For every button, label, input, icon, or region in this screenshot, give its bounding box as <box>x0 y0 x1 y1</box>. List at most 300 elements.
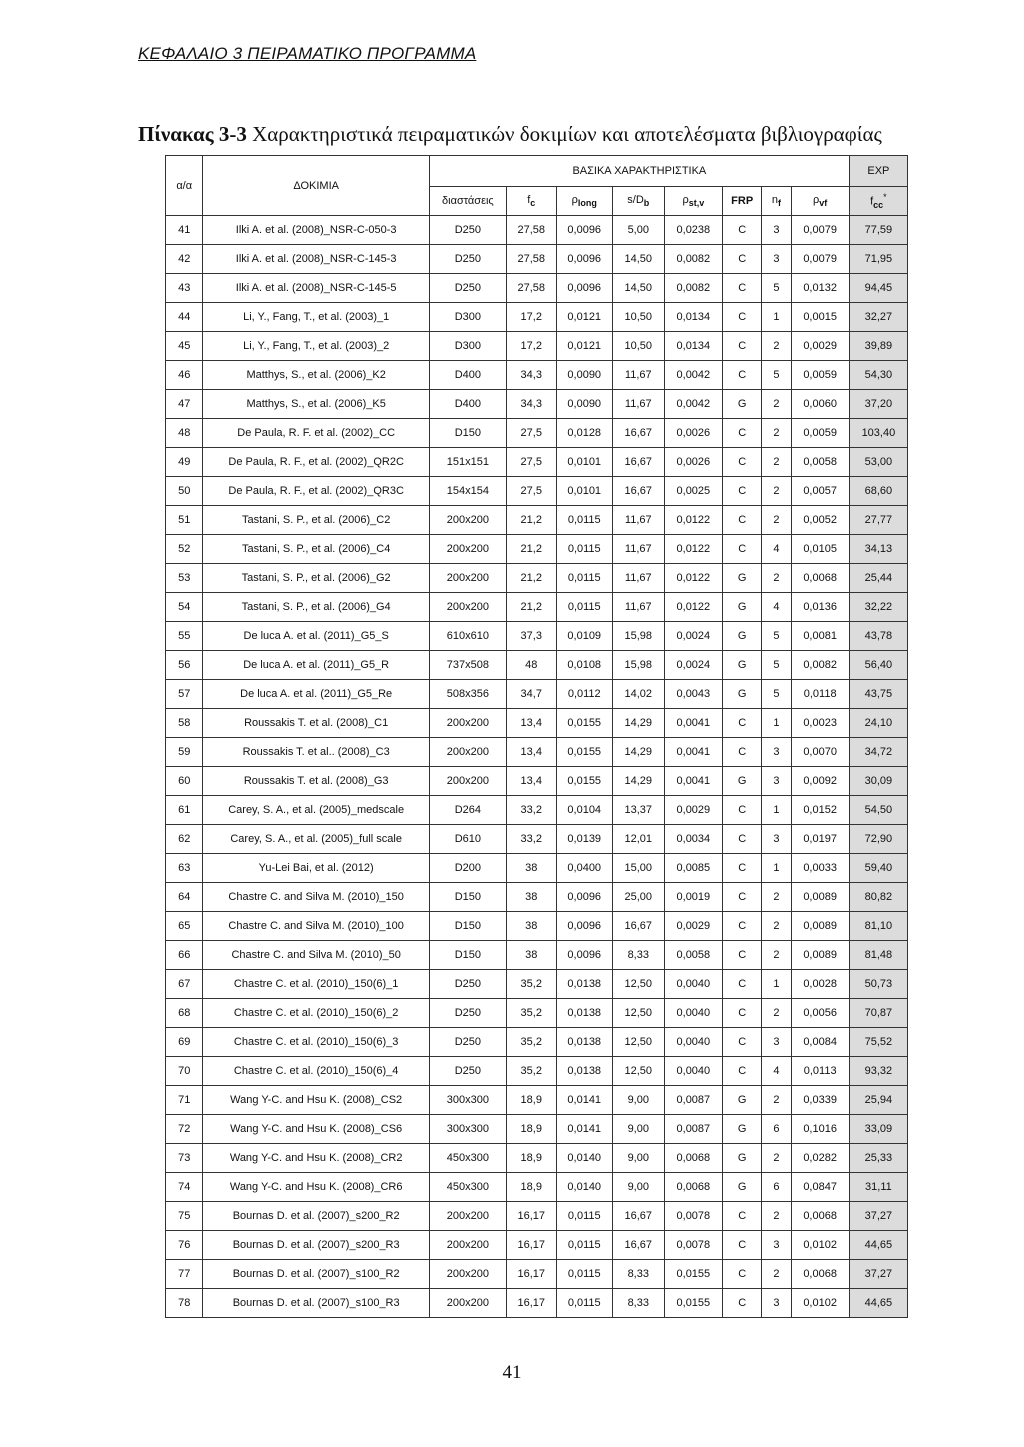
cell-index: 60 <box>166 767 203 796</box>
cell-nf: 4 <box>762 535 791 564</box>
cell-fc: 13,4 <box>506 709 556 738</box>
cell-frp: C <box>722 970 761 999</box>
cell-dimensions: D250 <box>429 245 506 274</box>
cell-fcc: 34,13 <box>849 535 907 564</box>
cell-frp: C <box>722 535 761 564</box>
cell-index: 44 <box>166 303 203 332</box>
cell-s-db: 12,01 <box>612 825 664 854</box>
cell-specimen: Bournas D. et al. (2007)_s100_R3 <box>203 1289 430 1318</box>
cell-specimen: Chastre C. and Silva M. (2010)_100 <box>203 912 430 941</box>
cell-nf: 5 <box>762 361 791 390</box>
cell-rho-long: 0,0141 <box>556 1115 612 1144</box>
cell-fc: 13,4 <box>506 738 556 767</box>
cell-frp: C <box>722 825 761 854</box>
table-row <box>166 1086 908 1115</box>
cell-rho-long: 0,0140 <box>556 1144 612 1173</box>
cell-rho-long: 0,0096 <box>556 912 612 941</box>
cell-s-db: 14,50 <box>612 245 664 274</box>
cell-fcc: 71,95 <box>849 245 907 274</box>
cell-frp: C <box>722 709 761 738</box>
cell-dimensions: 200x200 <box>429 738 506 767</box>
table-row <box>166 680 908 709</box>
cell-s-db: 11,67 <box>612 593 664 622</box>
cell-dimensions: D400 <box>429 361 506 390</box>
cell-frp: G <box>722 1173 761 1202</box>
header-rho-st: $\rho_{st,v}$ <box>664 187 722 216</box>
cell-dimensions: 300x300 <box>429 1086 506 1115</box>
cell-rho-st: 0,0122 <box>664 535 722 564</box>
cell-index: 43 <box>166 274 203 303</box>
cell-dimensions: 508x356 <box>429 680 506 709</box>
cell-frp: C <box>722 361 761 390</box>
header-fc: $f_c$ <box>506 187 556 216</box>
cell-rho-long: 0,0115 <box>556 506 612 535</box>
cell-index: 41 <box>166 216 203 245</box>
running-head: ΚΕΦΑΛΑΙΟ 3 ΠΕΙΡΑΜΑΤΙΚΟ ΠΡΟΓΡΑΜΜΑ <box>138 44 477 63</box>
cell-rho-long: 0,0101 <box>556 477 612 506</box>
cell-specimen: Ilki A. et al. (2008)_NSR-C-050-3 <box>203 216 430 245</box>
cell-s-db: 9,00 <box>612 1086 664 1115</box>
cell-fcc: 37,20 <box>849 390 907 419</box>
cell-fcc: 54,50 <box>849 796 907 825</box>
cell-rho-vf: 0,0052 <box>791 506 849 535</box>
table-row <box>166 477 908 506</box>
cell-fc: 18,9 <box>506 1115 556 1144</box>
cell-index: 71 <box>166 1086 203 1115</box>
cell-dimensions: 300x300 <box>429 1115 506 1144</box>
cell-s-db: 10,50 <box>612 332 664 361</box>
cell-rho-st: 0,0040 <box>664 999 722 1028</box>
cell-s-db: 15,98 <box>612 651 664 680</box>
cell-fc: 34,3 <box>506 390 556 419</box>
cell-rho-vf: 0,0068 <box>791 564 849 593</box>
cell-fc: 27,5 <box>506 477 556 506</box>
cell-frp: C <box>722 1202 761 1231</box>
cell-rho-vf: 0,0060 <box>791 390 849 419</box>
cell-fc: 33,2 <box>506 825 556 854</box>
cell-rho-st: 0,0029 <box>664 912 722 941</box>
cell-dimensions: D150 <box>429 419 506 448</box>
cell-s-db: 16,67 <box>612 477 664 506</box>
cell-nf: 2 <box>762 448 791 477</box>
cell-s-db: 8,33 <box>612 1260 664 1289</box>
cell-specimen: Ilki A. et al. (2008)_NSR-C-145-5 <box>203 274 430 303</box>
cell-nf: 3 <box>762 216 791 245</box>
cell-rho-vf: 0,0197 <box>791 825 849 854</box>
cell-s-db: 12,50 <box>612 999 664 1028</box>
cell-nf: 1 <box>762 970 791 999</box>
cell-rho-vf: 0,0015 <box>791 303 849 332</box>
cell-specimen: Wang Y-C. and Hsu K. (2008)_CR6 <box>203 1173 430 1202</box>
header-basic-characteristics: ΒΑΣΙΚΑ ΧΑΡΑΚΤΗΡΙΣΤΙΚΑ <box>429 156 849 187</box>
table-row <box>166 883 908 912</box>
cell-rho-vf: 0,0132 <box>791 274 849 303</box>
table-row <box>166 593 908 622</box>
cell-fc: 35,2 <box>506 1028 556 1057</box>
cell-specimen: Chastre C. and Silva M. (2010)_50 <box>203 941 430 970</box>
cell-fc: 21,2 <box>506 506 556 535</box>
cell-nf: 5 <box>762 651 791 680</box>
cell-frp: C <box>722 303 761 332</box>
cell-fc: 18,9 <box>506 1086 556 1115</box>
cell-specimen: De Paula, R. F., et al. (2002)_QR3C <box>203 477 430 506</box>
cell-rho-vf: 0,0079 <box>791 245 849 274</box>
cell-rho-vf: 0,0056 <box>791 999 849 1028</box>
cell-nf: 3 <box>762 738 791 767</box>
cell-specimen: Tastani, S. P., et al. (2006)_G2 <box>203 564 430 593</box>
cell-frp: G <box>722 1115 761 1144</box>
cell-frp: C <box>722 1231 761 1260</box>
cell-fc: 35,2 <box>506 1057 556 1086</box>
cell-rho-vf: 0,0059 <box>791 419 849 448</box>
cell-frp: G <box>722 390 761 419</box>
cell-rho-vf: 0,0118 <box>791 680 849 709</box>
cell-rho-long: 0,0155 <box>556 738 612 767</box>
cell-specimen: Roussakis T. et al. (2008)_G3 <box>203 767 430 796</box>
cell-specimen: Carey, S. A., et al. (2005)_medscale <box>203 796 430 825</box>
cell-frp: G <box>722 564 761 593</box>
cell-nf: 4 <box>762 1057 791 1086</box>
cell-rho-long: 0,0115 <box>556 1289 612 1318</box>
cell-rho-vf: 0,0089 <box>791 941 849 970</box>
cell-rho-long: 0,0096 <box>556 245 612 274</box>
header-s-db: $s/D_b$ <box>612 187 664 216</box>
cell-specimen: Bournas D. et al. (2007)_s100_R2 <box>203 1260 430 1289</box>
cell-specimen: Wang Y-C. and Hsu K. (2008)_CR2 <box>203 1144 430 1173</box>
cell-fcc: 39,89 <box>849 332 907 361</box>
cell-fc: 37,3 <box>506 622 556 651</box>
cell-nf: 1 <box>762 796 791 825</box>
cell-nf: 4 <box>762 593 791 622</box>
page-number: 41 <box>502 1362 522 1383</box>
cell-rho-long: 0,0101 <box>556 448 612 477</box>
cell-index: 78 <box>166 1289 203 1318</box>
cell-index: 57 <box>166 680 203 709</box>
cell-index: 66 <box>166 941 203 970</box>
cell-rho-vf: 0,0847 <box>791 1173 849 1202</box>
cell-rho-st: 0,0082 <box>664 274 722 303</box>
specimen-table <box>165 155 908 1318</box>
cell-fcc: 72,90 <box>849 825 907 854</box>
cell-rho-long: 0,0121 <box>556 332 612 361</box>
cell-specimen: Chastre C. et al. (2010)_150(6)_2 <box>203 999 430 1028</box>
cell-frp: G <box>722 622 761 651</box>
cell-fc: 17,2 <box>506 303 556 332</box>
cell-rho-vf: 0,0152 <box>791 796 849 825</box>
cell-nf: 2 <box>762 1202 791 1231</box>
cell-rho-long: 0,0104 <box>556 796 612 825</box>
cell-fcc: 75,52 <box>849 1028 907 1057</box>
cell-rho-st: 0,0034 <box>664 825 722 854</box>
cell-rho-st: 0,0024 <box>664 651 722 680</box>
cell-nf: 3 <box>762 1289 791 1318</box>
cell-fcc: 43,75 <box>849 680 907 709</box>
cell-fc: 17,2 <box>506 332 556 361</box>
cell-nf: 2 <box>762 506 791 535</box>
cell-specimen: Bournas D. et al. (2007)_s200_R3 <box>203 1231 430 1260</box>
cell-nf: 1 <box>762 854 791 883</box>
cell-rho-long: 0,0112 <box>556 680 612 709</box>
table-row <box>166 1202 908 1231</box>
cell-frp: C <box>722 448 761 477</box>
cell-rho-vf: 0,0081 <box>791 622 849 651</box>
cell-s-db: 14,50 <box>612 274 664 303</box>
table-row <box>166 1231 908 1260</box>
table-row <box>166 245 908 274</box>
cell-s-db: 8,33 <box>612 1289 664 1318</box>
cell-nf: 2 <box>762 912 791 941</box>
cell-frp: G <box>722 651 761 680</box>
cell-specimen: Tastani, S. P., et al. (2006)_C4 <box>203 535 430 564</box>
cell-rho-st: 0,0122 <box>664 564 722 593</box>
cell-s-db: 10,50 <box>612 303 664 332</box>
cell-s-db: 14,29 <box>612 738 664 767</box>
cell-fcc: 25,33 <box>849 1144 907 1173</box>
cell-rho-vf: 0,0057 <box>791 477 849 506</box>
table-row <box>166 361 908 390</box>
cell-rho-long: 0,0400 <box>556 854 612 883</box>
header-dimensions: διαστάσεις <box>429 187 506 216</box>
cell-rho-vf: 0,0068 <box>791 1202 849 1231</box>
cell-fcc: 34,72 <box>849 738 907 767</box>
cell-index: 67 <box>166 970 203 999</box>
cell-rho-vf: 0,0059 <box>791 361 849 390</box>
table-row <box>166 970 908 999</box>
cell-fc: 38 <box>506 912 556 941</box>
cell-s-db: 9,00 <box>612 1115 664 1144</box>
cell-nf: 3 <box>762 245 791 274</box>
cell-frp: C <box>722 477 761 506</box>
cell-rho-long: 0,0155 <box>556 709 612 738</box>
cell-s-db: 11,67 <box>612 506 664 535</box>
cell-s-db: 11,67 <box>612 535 664 564</box>
cell-rho-long: 0,0138 <box>556 1057 612 1086</box>
cell-rho-long: 0,0115 <box>556 1231 612 1260</box>
table-row <box>166 419 908 448</box>
cell-dimensions: D150 <box>429 941 506 970</box>
cell-rho-st: 0,0122 <box>664 506 722 535</box>
cell-specimen: Chastre C. et al. (2010)_150(6)_1 <box>203 970 430 999</box>
cell-fcc: 31,11 <box>849 1173 907 1202</box>
cell-s-db: 16,67 <box>612 1231 664 1260</box>
cell-rho-st: 0,0029 <box>664 796 722 825</box>
cell-rho-long: 0,0155 <box>556 767 612 796</box>
cell-rho-long: 0,0141 <box>556 1086 612 1115</box>
cell-rho-vf: 0,0102 <box>791 1231 849 1260</box>
cell-index: 47 <box>166 390 203 419</box>
cell-s-db: 11,67 <box>612 390 664 419</box>
cell-fc: 34,7 <box>506 680 556 709</box>
cell-index: 50 <box>166 477 203 506</box>
cell-frp: C <box>722 738 761 767</box>
cell-rho-st: 0,0042 <box>664 390 722 419</box>
table-row <box>166 912 908 941</box>
cell-rho-st: 0,0122 <box>664 593 722 622</box>
cell-rho-st: 0,0155 <box>664 1289 722 1318</box>
cell-index: 65 <box>166 912 203 941</box>
cell-dimensions: D150 <box>429 912 506 941</box>
cell-rho-long: 0,0138 <box>556 970 612 999</box>
table-row <box>166 825 908 854</box>
table-row <box>166 709 908 738</box>
cell-dimensions: D400 <box>429 390 506 419</box>
cell-specimen: Carey, S. A., et al. (2005)_full scale <box>203 825 430 854</box>
cell-rho-vf: 0,0084 <box>791 1028 849 1057</box>
cell-fc: 13,4 <box>506 767 556 796</box>
cell-nf: 6 <box>762 1115 791 1144</box>
cell-rho-st: 0,0134 <box>664 303 722 332</box>
cell-specimen: Li, Y., Fang, T., et al. (2003)_2 <box>203 332 430 361</box>
cell-fcc: 70,87 <box>849 999 907 1028</box>
cell-rho-long: 0,0115 <box>556 593 612 622</box>
cell-specimen: De luca A. et al. (2011)_G5_Re <box>203 680 430 709</box>
cell-rho-vf: 0,0089 <box>791 883 849 912</box>
cell-index: 56 <box>166 651 203 680</box>
cell-s-db: 16,67 <box>612 448 664 477</box>
header-fcc: $f_{cc}^*$ <box>849 187 907 216</box>
cell-fcc: 44,65 <box>849 1289 907 1318</box>
cell-index: 53 <box>166 564 203 593</box>
cell-fc: 27,58 <box>506 274 556 303</box>
cell-dimensions: 200x200 <box>429 767 506 796</box>
cell-rho-long: 0,0138 <box>556 1028 612 1057</box>
cell-dimensions: D300 <box>429 332 506 361</box>
cell-fcc: 54,30 <box>849 361 907 390</box>
cell-fcc: 30,09 <box>849 767 907 796</box>
table-row <box>166 1144 908 1173</box>
cell-rho-long: 0,0090 <box>556 361 612 390</box>
table-row <box>166 796 908 825</box>
cell-rho-long: 0,0115 <box>556 564 612 593</box>
cell-nf: 1 <box>762 303 791 332</box>
cell-rho-long: 0,0090 <box>556 390 612 419</box>
cell-rho-long: 0,0128 <box>556 419 612 448</box>
cell-rho-long: 0,0115 <box>556 1202 612 1231</box>
cell-dimensions: 200x200 <box>429 535 506 564</box>
cell-index: 72 <box>166 1115 203 1144</box>
cell-rho-long: 0,0096 <box>556 941 612 970</box>
cell-specimen: Chastre C. et al. (2010)_150(6)_3 <box>203 1028 430 1057</box>
cell-s-db: 11,67 <box>612 361 664 390</box>
cell-fcc: 77,59 <box>849 216 907 245</box>
cell-s-db: 16,67 <box>612 912 664 941</box>
cell-nf: 6 <box>762 1173 791 1202</box>
cell-fc: 16,17 <box>506 1202 556 1231</box>
cell-nf: 2 <box>762 999 791 1028</box>
cell-index: 55 <box>166 622 203 651</box>
cell-specimen: Yu-Lei Bai, et al. (2012) <box>203 854 430 883</box>
cell-rho-vf: 0,0282 <box>791 1144 849 1173</box>
cell-rho-st: 0,0085 <box>664 854 722 883</box>
header-specimen: ΔΟΚΙΜΙΑ <box>203 156 430 216</box>
cell-fcc: 25,94 <box>849 1086 907 1115</box>
table-row <box>166 506 908 535</box>
cell-nf: 2 <box>762 1144 791 1173</box>
table-row <box>166 941 908 970</box>
cell-dimensions: 200x200 <box>429 1202 506 1231</box>
cell-index: 45 <box>166 332 203 361</box>
cell-rho-st: 0,0041 <box>664 767 722 796</box>
table-row <box>166 564 908 593</box>
cell-fcc: 32,27 <box>849 303 907 332</box>
cell-rho-st: 0,0026 <box>664 419 722 448</box>
cell-fcc: 94,45 <box>849 274 907 303</box>
cell-dimensions: D250 <box>429 274 506 303</box>
cell-rho-long: 0,0138 <box>556 999 612 1028</box>
cell-dimensions: 200x200 <box>429 564 506 593</box>
cell-nf: 3 <box>762 1231 791 1260</box>
cell-fcc: 50,73 <box>849 970 907 999</box>
cell-rho-long: 0,0096 <box>556 216 612 245</box>
cell-fcc: 81,48 <box>849 941 907 970</box>
cell-specimen: Roussakis T. et al. (2008)_C1 <box>203 709 430 738</box>
cell-frp: C <box>722 1289 761 1318</box>
cell-rho-long: 0,0096 <box>556 274 612 303</box>
cell-specimen: Matthys, S., et al. (2006)_K2 <box>203 361 430 390</box>
cell-dimensions: 200x200 <box>429 593 506 622</box>
cell-specimen: Chastre C. and Silva M. (2010)_150 <box>203 883 430 912</box>
cell-s-db: 8,33 <box>612 941 664 970</box>
cell-rho-st: 0,0040 <box>664 1028 722 1057</box>
cell-rho-st: 0,0040 <box>664 970 722 999</box>
cell-index: 77 <box>166 1260 203 1289</box>
cell-frp: G <box>722 1086 761 1115</box>
cell-index: 59 <box>166 738 203 767</box>
cell-rho-vf: 0,0033 <box>791 854 849 883</box>
cell-dimensions: D250 <box>429 1057 506 1086</box>
cell-s-db: 12,50 <box>612 970 664 999</box>
cell-rho-vf: 0,0105 <box>791 535 849 564</box>
cell-rho-st: 0,0078 <box>664 1231 722 1260</box>
cell-specimen: De Paula, R. F. et al. (2002)_CC <box>203 419 430 448</box>
header-index: α/α <box>166 156 203 216</box>
cell-fcc: 53,00 <box>849 448 907 477</box>
cell-fc: 18,9 <box>506 1173 556 1202</box>
cell-index: 70 <box>166 1057 203 1086</box>
table-row <box>166 1173 908 1202</box>
cell-fc: 34,3 <box>506 361 556 390</box>
cell-s-db: 14,02 <box>612 680 664 709</box>
cell-s-db: 12,50 <box>612 1028 664 1057</box>
cell-dimensions: 450x300 <box>429 1144 506 1173</box>
cell-nf: 2 <box>762 883 791 912</box>
cell-dimensions: 200x200 <box>429 506 506 535</box>
cell-fcc: 37,27 <box>849 1202 907 1231</box>
cell-fcc: 93,32 <box>849 1057 907 1086</box>
cell-nf: 2 <box>762 477 791 506</box>
cell-nf: 5 <box>762 622 791 651</box>
cell-nf: 5 <box>762 274 791 303</box>
cell-fc: 38 <box>506 883 556 912</box>
cell-nf: 2 <box>762 419 791 448</box>
cell-s-db: 13,37 <box>612 796 664 825</box>
cell-fcc: 24,10 <box>849 709 907 738</box>
cell-dimensions: 151x151 <box>429 448 506 477</box>
cell-dimensions: 610x610 <box>429 622 506 651</box>
cell-frp: C <box>722 1260 761 1289</box>
table-row <box>166 738 908 767</box>
cell-fc: 16,17 <box>506 1260 556 1289</box>
cell-specimen: De luca A. et al. (2011)_G5_R <box>203 651 430 680</box>
cell-rho-vf: 0,0058 <box>791 448 849 477</box>
cell-index: 51 <box>166 506 203 535</box>
cell-dimensions: 200x200 <box>429 1289 506 1318</box>
cell-nf: 3 <box>762 825 791 854</box>
cell-index: 49 <box>166 448 203 477</box>
header-frp: FRP <box>722 187 761 216</box>
cell-s-db: 11,67 <box>612 564 664 593</box>
table-row <box>166 1289 908 1318</box>
